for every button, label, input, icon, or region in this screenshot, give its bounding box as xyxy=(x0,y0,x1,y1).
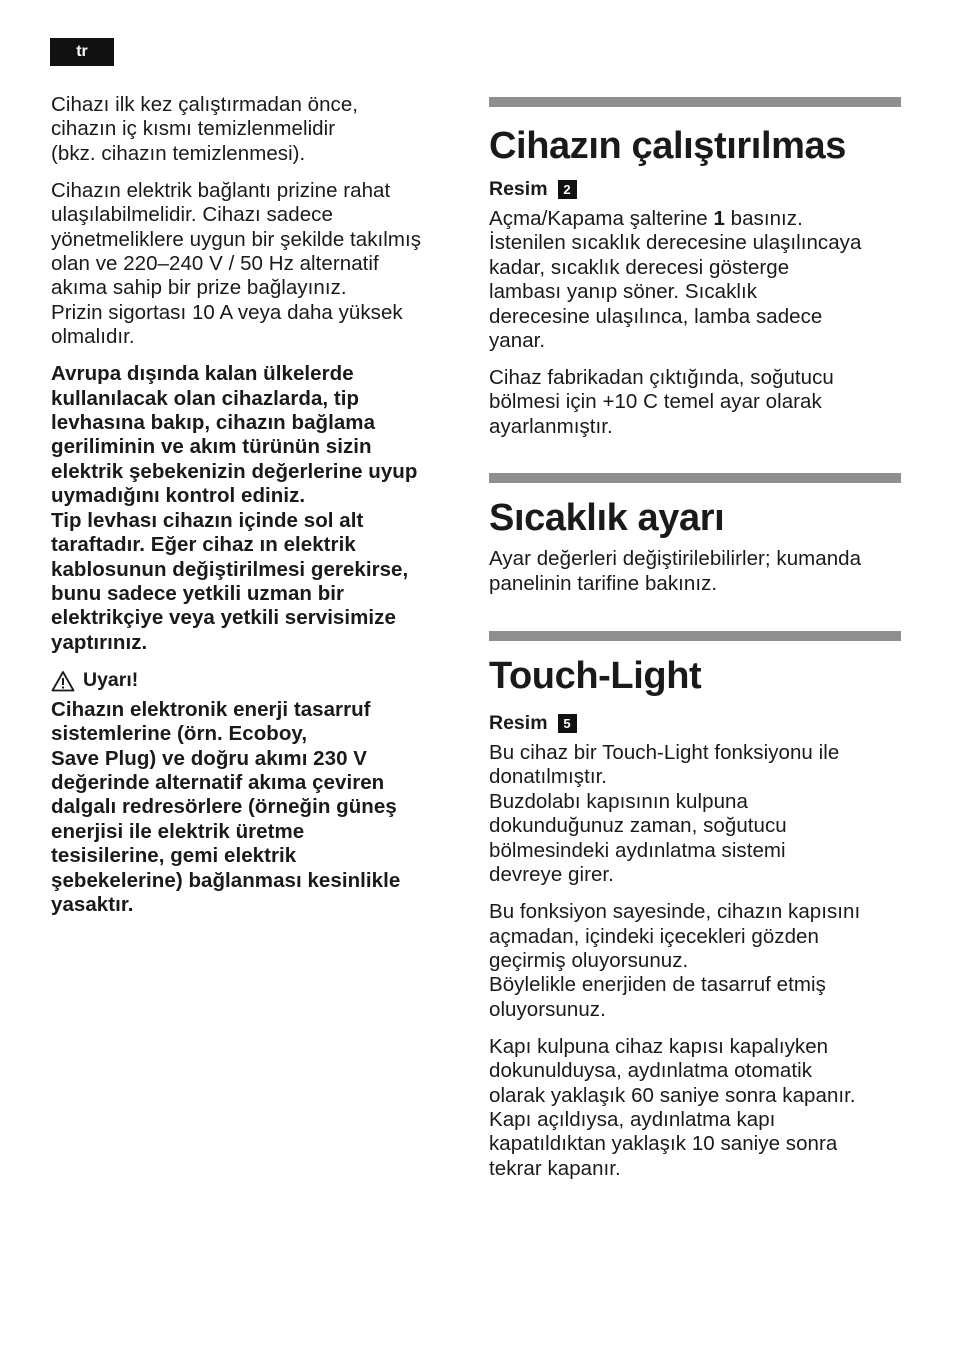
text-line: derecesine ulaşılınca, lamba sadece xyxy=(489,304,823,328)
temperature-paragraph xyxy=(489,547,901,596)
text-line: ayarlanmıştır. xyxy=(489,414,613,438)
text-line: Avrupa dışında kalan ülkelerde xyxy=(51,362,354,386)
text-line: elektrikçiye veya yetkili servisimize xyxy=(51,606,396,630)
text-span: Açma/Kapama şalterine xyxy=(489,207,714,230)
text-line: kablosunun değiştirilmesi gerekirse, xyxy=(51,557,409,581)
intro-paragraph xyxy=(51,93,463,166)
text-line: Bu fonksiyon sayesinde, cihazın kapısını xyxy=(489,900,861,924)
text-line: dokunduğunuz zaman, soğutucu xyxy=(489,814,787,838)
text-line: yönetmeliklere uygun bir şekilde takılmış xyxy=(51,227,422,251)
text-line: uymadığını kontrol ediniz. xyxy=(51,484,306,508)
text-line: taraftadır. Eğer cihaz ın elektrik xyxy=(51,533,356,557)
text-line: Böylelikle enerjiden de tasarruf etmiş xyxy=(489,973,826,997)
text-line: olan ve 220–240 V / 50 Hz alternatif xyxy=(51,252,379,276)
text-line: (bkz. cihazın temizlenmesi). xyxy=(51,141,306,165)
text-line: Kapı açıldıysa, aydınlatma kapı xyxy=(489,1107,776,1131)
text-line: donatılmıştır. xyxy=(489,765,608,789)
text-line: yanar. xyxy=(489,329,546,353)
switch-number: 1 xyxy=(713,207,725,230)
text-line: kadar, sıcaklık derecesi gösterge xyxy=(489,255,790,279)
text-line: İstenilen sıcaklık derecesine ulaşılıncaya xyxy=(489,231,862,255)
section-title-startup: Cihazın çalıştırılmas xyxy=(489,125,846,167)
language-tag: tr xyxy=(50,38,114,66)
text-line xyxy=(489,207,901,231)
text-line: Bu cihaz bir Touch-Light fonksiyonu ile xyxy=(489,741,840,765)
text-line: dokunulduysa, aydınlatma otomatik xyxy=(489,1059,813,1083)
text-line: devreye girer. xyxy=(489,863,614,887)
section-title-touch-light: Touch-Light xyxy=(489,655,702,698)
text-line: sistemlerine (örn. Ecoboy, xyxy=(51,722,308,746)
text-line: olmalıdır. xyxy=(51,325,135,349)
text-line: bölmesindeki aydınlatma sistemi xyxy=(489,838,786,862)
figure-reference xyxy=(489,711,901,735)
text-line: Cihazın elektronik enerji tasarruf xyxy=(51,697,371,721)
text-line: açmadan, içindeki içecekleri gözden xyxy=(489,924,819,948)
text-span: basınız. xyxy=(724,207,803,230)
text-line: Cihaz fabrikadan çıktığında, soğutucu xyxy=(489,366,834,390)
text-line: bölmesi için +10 C temel ayar olarak xyxy=(489,390,822,414)
text-line: elektrik şebekenizin değerlerine uyup xyxy=(51,459,418,483)
text-line: lambası yanıp söner. Sıcaklık xyxy=(489,280,758,304)
text-line: geriliminin ve akım türünün sizin xyxy=(51,435,372,459)
text-line: kullanılacak olan cihazlarda, tip xyxy=(51,386,360,410)
touch-light-paragraph-2 xyxy=(489,900,901,1022)
right-column xyxy=(489,97,901,1194)
text-line: şebekelerine) bağlanması kesinlikle xyxy=(51,868,401,892)
figure-number-badge: 5 xyxy=(558,714,577,733)
text-line: Tip levhası cihazın içinde sol alt xyxy=(51,508,364,532)
text-line: Cihazı ilk kez çalıştırmadan önce, xyxy=(51,93,359,116)
text-line: tesisilerine, gemi elektrik xyxy=(51,844,297,868)
text-line: panelinin tarifine bakınız. xyxy=(489,571,718,595)
figure-label: Resim xyxy=(489,711,548,734)
text-line: değerinde alternatif akıma çeviren xyxy=(51,770,385,794)
text-line: Kapı kulpuna cihaz kapısı kapalıyken xyxy=(489,1034,829,1058)
factory-setting-paragraph xyxy=(489,366,901,439)
text-line: ulaşılabilmelidir. Cihazı sadece xyxy=(51,203,333,227)
text-line: cihazın iç kısmı temizlenmelidir xyxy=(51,117,336,141)
text-line: yaptırınız. xyxy=(51,630,148,654)
warning-label: Uyarı! xyxy=(83,669,139,692)
figure-reference xyxy=(489,177,901,201)
non-europe-notice xyxy=(51,362,463,655)
text-line: Prizin sigortası 10 A veya daha yüksek xyxy=(51,300,403,324)
warning-text xyxy=(51,698,463,918)
touch-light-paragraph-3 xyxy=(489,1035,901,1181)
section-divider xyxy=(489,631,901,641)
text-line: levhasına bakıp, cihazın bağlama xyxy=(51,411,376,435)
text-line: kapatıldıktan yaklaşık 10 saniye sonra xyxy=(489,1132,838,1156)
figure-number-badge: 2 xyxy=(558,180,577,199)
text-line: enerjisi ile elektrik üretme xyxy=(51,819,305,843)
warning-triangle-icon xyxy=(51,670,75,692)
text-line: Cihazın elektrik bağlantı prizine rahat xyxy=(51,178,391,202)
text-line: bunu sadece yetkili uzman bir xyxy=(51,581,345,605)
text-line: yasaktır. xyxy=(51,892,134,916)
startup-paragraph xyxy=(489,207,901,353)
text-line: Ayar değerleri değiştirilebilirler; kumanda xyxy=(489,547,862,571)
text-line: Buzdolabı kapısının kulpuna xyxy=(489,789,748,813)
touch-light-paragraph-1 xyxy=(489,741,901,887)
text-line: geçirmiş oluyorsunuz. xyxy=(489,948,689,972)
figure-label: Resim xyxy=(489,177,548,200)
section-divider xyxy=(489,473,901,483)
text-line: Save Plug) ve doğru akımı 230 V xyxy=(51,746,368,770)
left-column xyxy=(51,93,463,917)
text-line: tekrar kapanır. xyxy=(489,1156,621,1180)
text-line: akıma sahip bir prize bağlayınız. xyxy=(51,276,347,300)
section-divider xyxy=(489,97,901,107)
text-line: dalgalı redresörlere (örneğin güneş xyxy=(51,795,397,819)
text-line: olarak yaklaşık 60 saniye sonra kapanır. xyxy=(489,1083,856,1107)
warning-heading xyxy=(51,668,463,694)
text-line: oluyorsunuz. xyxy=(489,997,606,1021)
section-title-temperature: Sıcaklık ayarı xyxy=(489,497,725,540)
electrical-connection-paragraph xyxy=(51,179,463,350)
